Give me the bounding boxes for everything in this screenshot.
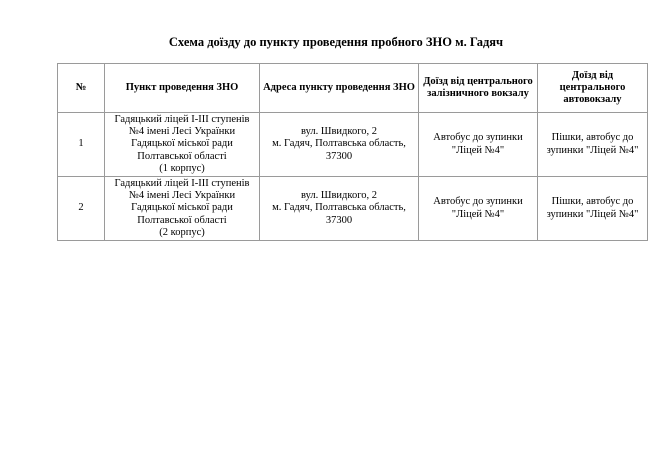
from-railway-cell <box>419 113 538 177</box>
route-line: "Ліцей №4" <box>451 144 505 156</box>
location-cell <box>105 177 260 241</box>
address-line: 37300 <box>325 150 353 162</box>
address-line: вул. Швидкого, 2 <box>300 190 377 202</box>
from-railway-cell <box>419 177 538 241</box>
route-line: Автобус до зупинки <box>433 196 523 208</box>
address-line: м. Гадяч, Полтавська область, <box>272 202 406 214</box>
route-line: зупинки "Ліцей №4" <box>546 144 639 156</box>
address-line: м. Гадяч, Полтавська область, <box>272 138 406 150</box>
location-line: №4 імені Лесі Українки <box>128 126 236 138</box>
location-line: Гадяцької міської ради <box>131 202 233 214</box>
table-row <box>58 113 648 177</box>
from-bus-station-cell <box>538 177 648 241</box>
location-line: Полтавської області <box>137 150 227 162</box>
route-table <box>57 63 648 241</box>
document-title: Схема доїзду до пункту проведення пробного ЗНО м. Гадяч <box>168 35 504 49</box>
header-number: № <box>58 64 105 113</box>
address-cell <box>260 177 419 241</box>
route-line: "Ліцей №4" <box>451 208 505 220</box>
address-line: 37300 <box>325 214 353 226</box>
location-line: (2 корпус) <box>159 226 205 238</box>
row-number: 1 <box>58 113 105 177</box>
route-line: Автобус до зупинки <box>433 132 523 144</box>
from-bus-station-cell <box>538 113 648 177</box>
header-from-bus-station: Доїзд від центрального автовокзалу <box>538 64 648 113</box>
table-header-row <box>58 64 648 113</box>
header-from-railway: Доїзд від центрального залізничного вокзалу <box>419 64 538 113</box>
location-line: Гадяцький ліцей I-III ступенів <box>114 113 250 125</box>
address-line: вул. Швидкого, 2 <box>300 126 377 138</box>
location-line: (1 корпус) <box>159 162 205 174</box>
address-cell <box>260 113 419 177</box>
location-line: №4 імені Лесі Українки <box>128 190 236 202</box>
header-address: Адреса пункту проведення ЗНО <box>260 64 419 113</box>
route-line: зупинки "Ліцей №4" <box>546 208 639 220</box>
header-location: Пункт проведення ЗНО <box>105 64 260 113</box>
location-line: Полтавської області <box>137 214 227 226</box>
location-cell <box>105 113 260 177</box>
route-line: Пішки, автобус до <box>551 132 634 144</box>
location-line: Гадяцький ліцей I-III ступенів <box>114 177 250 189</box>
route-line: Пішки, автобус до <box>551 196 634 208</box>
row-number: 2 <box>58 177 105 241</box>
table-row <box>58 177 648 241</box>
location-line: Гадяцької міської ради <box>131 138 233 150</box>
